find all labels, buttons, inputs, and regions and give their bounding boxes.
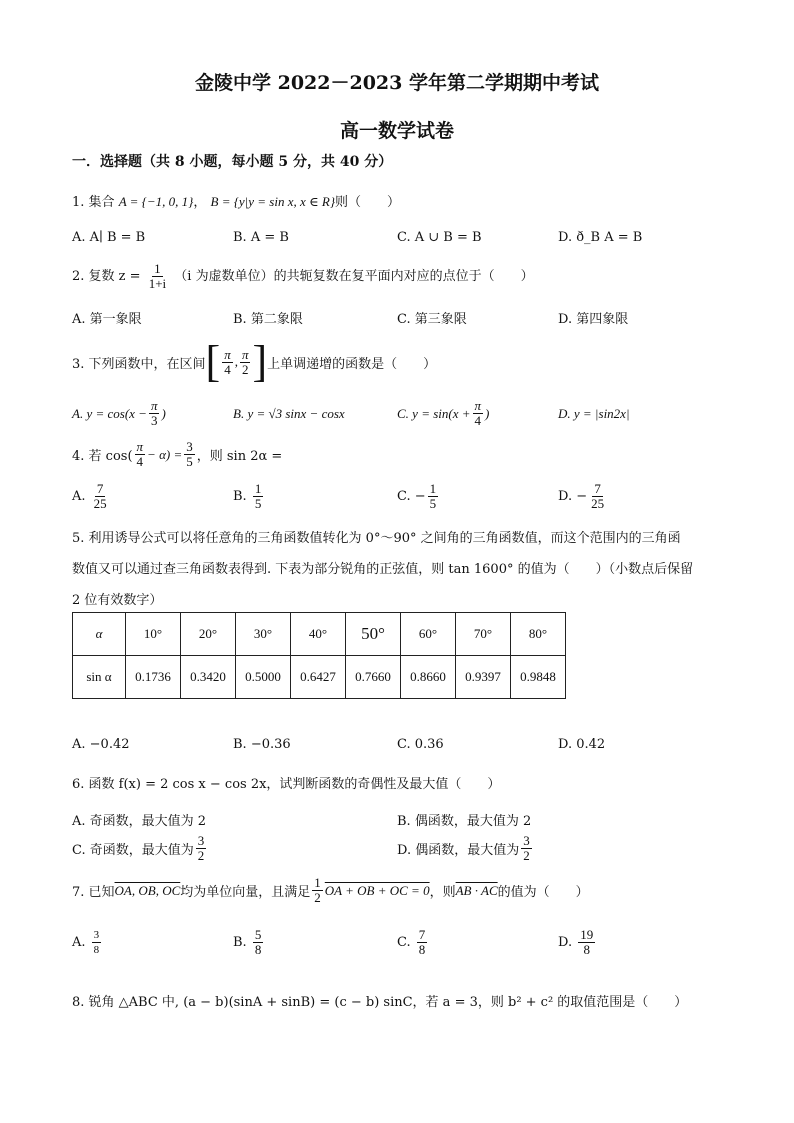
table-cell: 80°: [511, 613, 566, 656]
q4-option-c[interactable]: [397, 482, 440, 511]
q4-option-b-frac: $\frac{1}{5}$: [254, 481, 262, 511]
table-cell: 0.6427: [291, 656, 346, 699]
q4-option-d-frac: $\frac{7}{25}$: [591, 481, 605, 511]
table-cell: sin α: [73, 656, 126, 699]
table-cell: 0.1736: [126, 656, 181, 699]
q7-dot-product: AB · AC: [455, 882, 498, 898]
q6-option-c[interactable]: [72, 834, 208, 863]
q4-option-c-sign: −: [414, 489, 426, 504]
q1-comma: ，: [193, 195, 207, 210]
q3-option-d[interactable]: D. y = |sin2x|: [558, 406, 630, 421]
q7-post2: 的值为（ ）: [497, 885, 589, 900]
q3-option-a[interactable]: A. y = cos(x − $\frac{\pi}{3}$ ): [72, 398, 166, 428]
q1-option-c[interactable]: C. A ∪ B = B: [397, 230, 482, 245]
q7-half-frac: $\frac{1}{2}$: [314, 875, 321, 905]
q5-line-2: 数值又可以通过查三角函数表得到. 下表为部分锐角的正弦值，则 tan 1600° 的值为（ ）（小数点后保留: [72, 562, 694, 577]
q5-option-c[interactable]: C. 0.36: [397, 737, 444, 752]
q1-option-a[interactable]: A. A∣ B = B: [72, 230, 146, 245]
q7-option-c-label: C.: [397, 935, 411, 950]
q2-suffix: （i 为虚数单位）的共轭复数在复平面内对应的点位于（ ）: [174, 269, 534, 284]
table-row: [73, 656, 566, 699]
q7-middle: 均为单位向量，且满足: [180, 885, 311, 900]
q3-option-c[interactable]: C. y = sin(x + $\frac{\pi}{4}$ ): [397, 398, 490, 428]
q4-option-b[interactable]: [233, 482, 265, 511]
q7-option-d-label: D.: [558, 935, 573, 950]
q7-option-b[interactable]: [233, 928, 265, 957]
q4-middle: − α) =: [147, 446, 183, 462]
q4-frac-value: $\frac{3}{5}$: [186, 439, 193, 469]
q3-option-a-frac: $\frac{\pi}{3}$: [150, 398, 158, 428]
q3-option-b[interactable]: B. y = √3 sinx − cosx: [233, 406, 345, 421]
q6-option-c-frac: $\frac{3}{2}$: [197, 833, 205, 863]
q2-fraction: [147, 262, 168, 291]
q7-option-a-label: A.: [72, 935, 86, 950]
q1-option-b[interactable]: B. A = B: [233, 230, 289, 245]
q4-option-d-label: D.: [558, 489, 573, 504]
table-cell: 0.7660: [346, 656, 401, 699]
q4-option-c-frac: $\frac{1}{5}$: [429, 481, 437, 511]
table-cell: 10°: [126, 613, 181, 656]
q6-option-a[interactable]: A. 奇函数，最大值为 2: [72, 814, 207, 829]
q7-option-a[interactable]: [72, 928, 103, 957]
q5-line-3: 2 位有效数字）: [72, 593, 163, 608]
q3-right-bracket: ]: [252, 337, 268, 386]
q4-option-a-frac: $\frac{7}{25}$: [93, 481, 107, 511]
table-row: [73, 613, 566, 656]
q3-frac-lower: $\frac{\pi}{4}$: [224, 346, 231, 377]
q7-option-b-label: B.: [233, 935, 247, 950]
q7-option-d[interactable]: [558, 928, 597, 957]
q4-option-c-label: C.: [397, 489, 411, 504]
q3-suffix: 上单调递增的函数是（ ）: [267, 356, 437, 372]
q3-option-c-frac: $\frac{\pi}{4}$: [474, 398, 482, 428]
q1-number: 1. 集合: [72, 195, 115, 210]
q7-option-c[interactable]: [397, 928, 429, 957]
table-cell: 40°: [291, 613, 346, 656]
q6-option-d-frac: $\frac{3}{2}$: [523, 833, 530, 863]
table-cell: 0.5000: [236, 656, 291, 699]
q1-option-d[interactable]: D. ð_B A = B: [558, 230, 643, 245]
q7-option-a-frac: $\frac{3}{8}$: [93, 929, 100, 956]
table-cell: 50°: [346, 613, 401, 656]
table-cell: 0.9397: [456, 656, 511, 699]
q4-option-b-label: B.: [233, 489, 247, 504]
exam-subtitle: 高一数学试卷: [339, 120, 454, 142]
q6-option-d-text: D. 偶函数，最大值为: [397, 843, 520, 858]
q3-prefix: 3. 下列函数中，在区间: [72, 356, 206, 372]
q6-option-b[interactable]: B. 偶函数，最大值为 2: [397, 814, 532, 829]
q2-option-d[interactable]: D. 第四象限: [558, 312, 629, 327]
q2-option-a[interactable]: A. 第一象限: [72, 312, 142, 327]
question-3: 3. 下列函数中，在区间 [ $\frac{\pi}{4}$ , $\frac{\pi}{2}$ ] 上单调递增的函数是（ ）: [72, 337, 437, 386]
q3-option-a-text: A. y = cos(x −: [72, 405, 147, 421]
question-4: [72, 440, 282, 469]
q2-prefix: 2. 复数 z =: [72, 269, 141, 284]
q5-line-1: 5. 利用诱导公式可以将任意角的三角函数值转化为 0°～90° 之间角的三角函数值，而这个范围内的三角函: [72, 531, 681, 546]
q3-frac-upper: $\frac{\pi}{2}$: [241, 346, 249, 377]
table-cell: 20°: [181, 613, 236, 656]
q5-option-d[interactable]: D. 0.42: [558, 737, 606, 752]
question-8: 8. 锐角 △ABC 中, (a − b)(sinA + sinB) = (c − b) sinC，若 a = 3，则 b² + c² 的取值范围是（ ）: [72, 995, 688, 1010]
table-cell: 0.3420: [181, 656, 236, 699]
q2-frac-num: 1: [154, 261, 161, 276]
q6-option-d[interactable]: [397, 834, 534, 863]
table-cell: 0.9848: [511, 656, 566, 699]
q4-option-a-label: A.: [72, 489, 86, 504]
q4-option-d-sign: −: [576, 489, 588, 504]
q1-tail: 则（ ）: [335, 195, 401, 210]
q4-suffix: ，则 sin 2α =: [196, 449, 283, 464]
q7-prefix: 7. 已知: [72, 885, 115, 900]
q7-option-d-frac: $\frac{19}{8}$: [580, 927, 594, 957]
table-cell: 60°: [401, 613, 456, 656]
question-2: [72, 262, 534, 291]
table-cell: 0.8660: [401, 656, 456, 699]
q7-equation: OA + OB + OC = 0: [324, 882, 430, 898]
q3-option-c-text: C. y = sin(x +: [397, 405, 471, 421]
question-6: 6. 函数 f(x) = 2 cos x − cos 2x，试判断函数的奇偶性及最大值（ ）: [72, 777, 501, 792]
sine-table: [72, 612, 566, 699]
table-cell: 70°: [456, 613, 511, 656]
q4-option-d[interactable]: [558, 482, 608, 511]
exam-title: 金陵中学 2022－2023 学年第二学期期中考试: [195, 72, 599, 94]
q3-left-bracket: [: [205, 337, 221, 386]
q5-option-a[interactable]: A. −0.42: [72, 737, 130, 752]
q7-option-b-frac: $\frac{5}{8}$: [254, 927, 262, 957]
question-1: [72, 191, 400, 210]
section-heading: 一．选择题（共 8 小题，每小题 5 分，共 40 分）: [72, 154, 393, 170]
q2-option-c[interactable]: C. 第三象限: [397, 312, 467, 327]
q2-frac-den: 1+i: [148, 276, 167, 291]
question-7: [72, 876, 589, 905]
q5-option-b[interactable]: B. −0.36: [233, 737, 291, 752]
q2-option-b[interactable]: B. 第二象限: [233, 312, 303, 327]
q7-post1: ，则: [429, 885, 456, 900]
q4-frac-pi: $\frac{\pi}{4}$: [136, 439, 144, 469]
table-cell: α: [73, 613, 126, 656]
q1-set-a: A = {−1, 0, 1}: [118, 194, 194, 209]
table-cell: 30°: [236, 613, 291, 656]
q6-option-c-text: C. 奇函数，最大值为: [72, 843, 194, 858]
q4-prefix: 4. 若 cos(: [72, 449, 133, 464]
q7-vectors: OA, OB, OC: [114, 882, 181, 898]
q4-option-a[interactable]: [72, 482, 111, 511]
q1-set-b: B = {y|y = sin x, x ∈ R}: [210, 194, 336, 209]
q7-option-c-frac: $\frac{7}{8}$: [418, 927, 426, 957]
